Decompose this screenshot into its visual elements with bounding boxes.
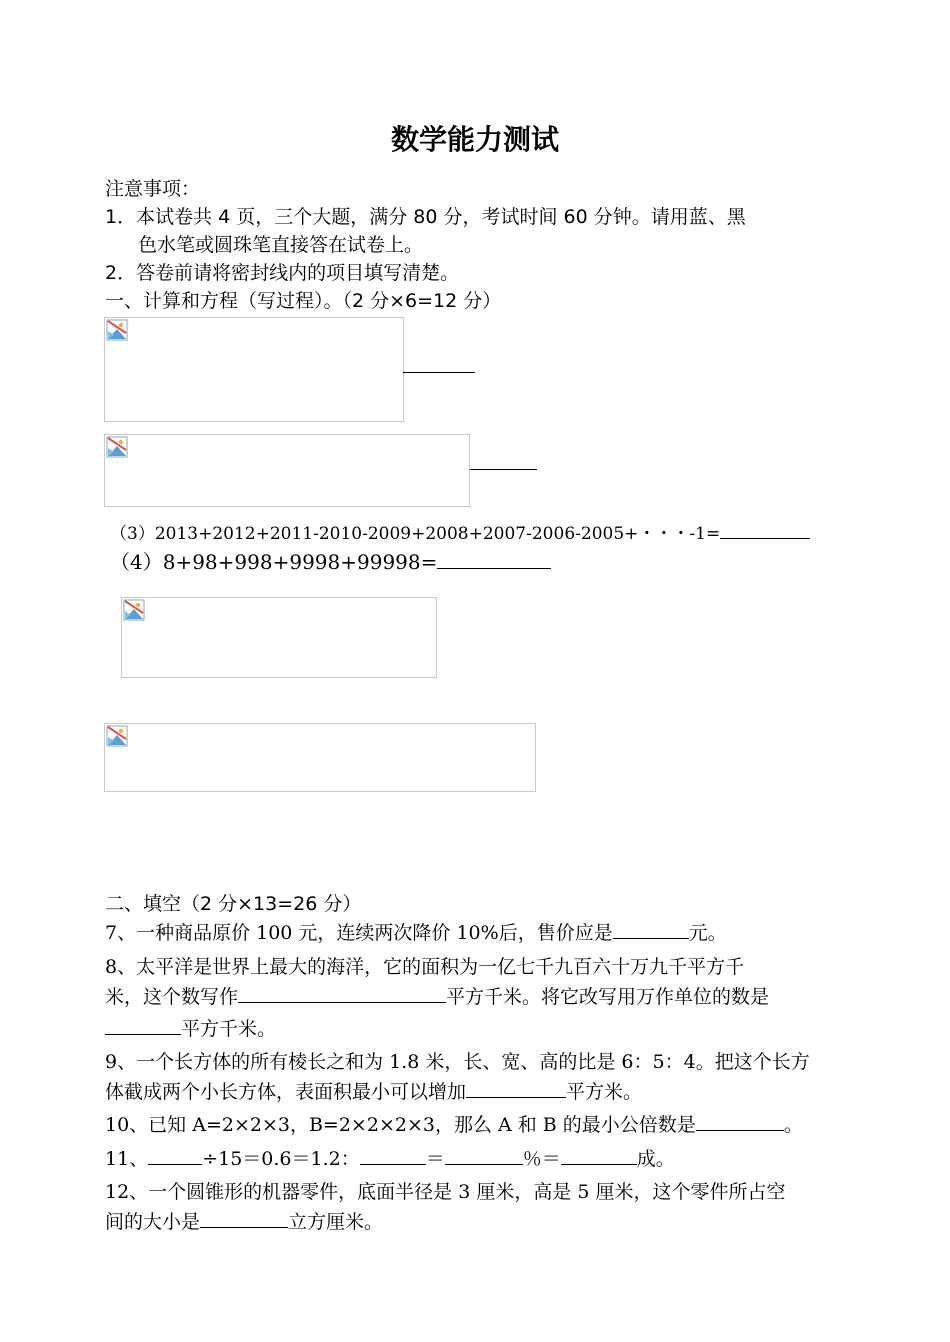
question-2-image [104,434,470,507]
section-1-heading: 一、计算和方程（写过程）。（2 分×6=12 分） [105,290,502,312]
question-12-line-1: 12、一个圆锥形的机器零件，底面半径是 3 厘米，高是 5 厘米，这个零件所占空 [105,1181,786,1203]
question-8-answer-blank-2[interactable] [105,1014,181,1035]
question-4 [110,546,551,575]
notes-heading: 注意事项： [105,178,201,200]
question-9-line-1: 9、一个长方体的所有棱长之和为 1.8 米，长、宽、高的比是 6：5：4。把这个长方 [105,1051,810,1073]
question-9-answer-blank[interactable] [466,1077,566,1098]
question-8-line-2 [105,982,769,1009]
broken-image-icon [106,436,128,458]
question-4-answer-blank[interactable] [437,547,551,569]
question-11-answer-blank-4[interactable] [561,1144,637,1165]
question-7-text: 7、一种商品原价 100 元，连续两次降价 10%后，售价应是 [105,922,613,944]
question-10-end: 。 [783,1114,803,1136]
question-9-unit: 平方米。 [566,1081,643,1103]
question-11-answer-blank-2[interactable] [360,1144,426,1165]
question-4-text: （4）8+98+998+9998+99998= [110,550,438,574]
question-5-image [121,597,437,678]
question-12-unit: 立方厘米。 [288,1211,384,1233]
question-11-label: 11、 [105,1148,149,1170]
question-10 [105,1110,803,1137]
question-8-answer-blank-1[interactable] [238,982,446,1003]
question-11-text-d: ％＝ [522,1148,561,1170]
section-2-heading: 二、填空（2 分×13=26 分） [105,893,362,915]
question-7 [105,918,727,945]
question-7-unit: 元。 [688,922,727,944]
notes-item-1-line-1: 1．本试卷共 4 页，三个大题，满分 80 分，考试时间 60 分钟。请用蓝、黑 [105,206,746,228]
question-11-text-c: ＝ [425,1148,445,1170]
question-8-text-b: 平方千米。将它改写用万作单位的数是 [446,986,770,1008]
question-12-line-2 [105,1207,383,1234]
question-8-unit: 平方千米。 [181,1018,277,1040]
question-9-line-2 [105,1077,642,1104]
page-title: 数学能力测试 [390,123,559,156]
broken-image-icon [123,599,145,621]
question-8-text-a: 米，这个数写作 [105,986,239,1008]
broken-image-icon [106,319,128,341]
question-11-answer-blank-3[interactable] [445,1144,523,1165]
question-8-line-3 [105,1014,276,1041]
question-10-answer-blank[interactable] [696,1110,784,1131]
notes-item-1-line-2: 色水笔或圆珠笔直接答在试卷上。 [138,234,424,256]
question-2-answer-blank[interactable] [470,469,537,470]
notes-item-2: 2．答卷前请将密封线内的项目填写清楚。 [105,262,460,284]
question-3-text: （3）2013+2012+2011-2010-2009+2008+2007-2006-2005+・・・-1= [110,524,721,544]
question-11-text-b: ÷15＝0.6＝1.2： [202,1148,360,1170]
question-9-text: 体截成两个小长方体，表面积最小可以增加 [105,1081,467,1103]
question-1-answer-blank[interactable] [403,372,475,373]
question-12-answer-blank[interactable] [200,1207,288,1228]
question-12-text: 间的大小是 [105,1211,201,1233]
question-8-line-1: 8、太平洋是世界上最大的海洋，它的面积为一亿七千九百六十万九千平方千 [105,956,745,978]
question-11-answer-blank-1[interactable] [148,1144,202,1165]
broken-image-icon [106,725,128,747]
question-11 [105,1144,675,1171]
question-6-image [104,723,536,792]
question-3 [110,519,810,544]
question-1-image [104,317,404,422]
question-7-answer-blank[interactable] [613,918,689,939]
question-3-answer-blank[interactable] [720,520,810,539]
question-11-text-e: 成。 [636,1148,675,1170]
question-10-text: 10、已知 A=2×2×3，B=2×2×2×3，那么 A 和 B 的最小公倍数是 [105,1114,696,1136]
